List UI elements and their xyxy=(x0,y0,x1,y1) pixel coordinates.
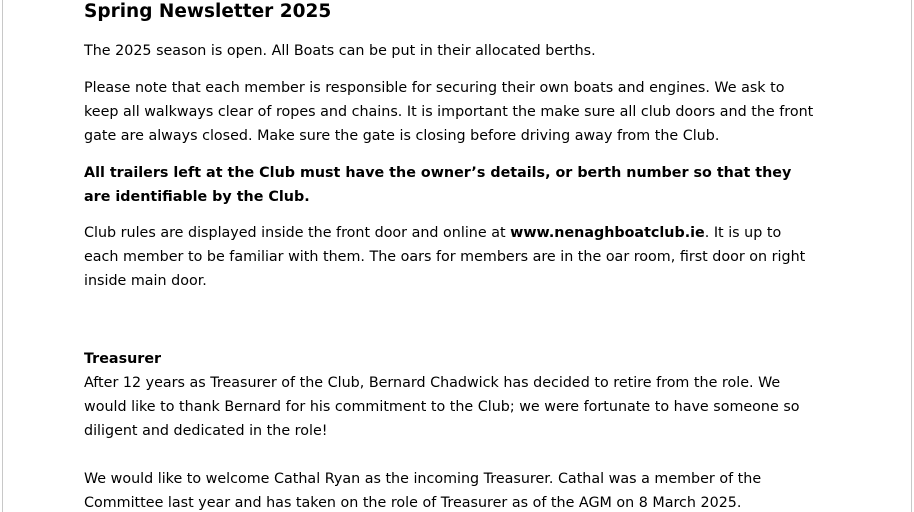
new-treasurer-paragraph: We would like to welcome Cathal Ryan as the incoming Treasurer. Cathal was a member of the Committee last year and has taken on the role of Treasurer as of the AGM on 8 March 2025. xyxy=(84,471,762,511)
page-title: Spring Newsletter 2025 xyxy=(84,1,332,22)
member-responsibility-paragraph: Please note that each member is responsible for securing their own boats and engines. We ask to keep all walkways clear of ropes and chains. It is important the make sure all club doors and the front gate are always closed. Make sure the gate is closing before driving away from the Club. xyxy=(84,80,814,144)
trailer-notice-paragraph: All trailers left at the Club must have the owner’s details, or berth number so that they are identifiable by the Club. xyxy=(84,165,792,205)
treasurer-heading: Treasurer xyxy=(84,351,162,367)
page-right-edge xyxy=(911,0,912,512)
document-body xyxy=(84,0,820,512)
season-open-paragraph: The 2025 season is open. All Boats can be put in their allocated berths. xyxy=(84,43,596,59)
page-left-edge xyxy=(2,0,3,512)
club-website-link[interactable]: www.nenaghboatclub.ie xyxy=(510,225,705,241)
treasurer-retirement-paragraph: After 12 years as Treasurer of the Club, Bernard Chadwick has decided to retire from the role. We would like to thank Bernard for his commitment to the Club; we were fortunate to have someone so diligent and dedicated in the role! xyxy=(84,375,800,439)
club-rules-text-end: . It is up to each member to be familiar with them. The oars for members are in the oar room, first door on right inside main door. xyxy=(84,225,806,289)
club-rules-paragraph xyxy=(84,221,820,293)
club-rules-text-start: Club rules are displayed inside the front door and online at xyxy=(84,225,511,241)
